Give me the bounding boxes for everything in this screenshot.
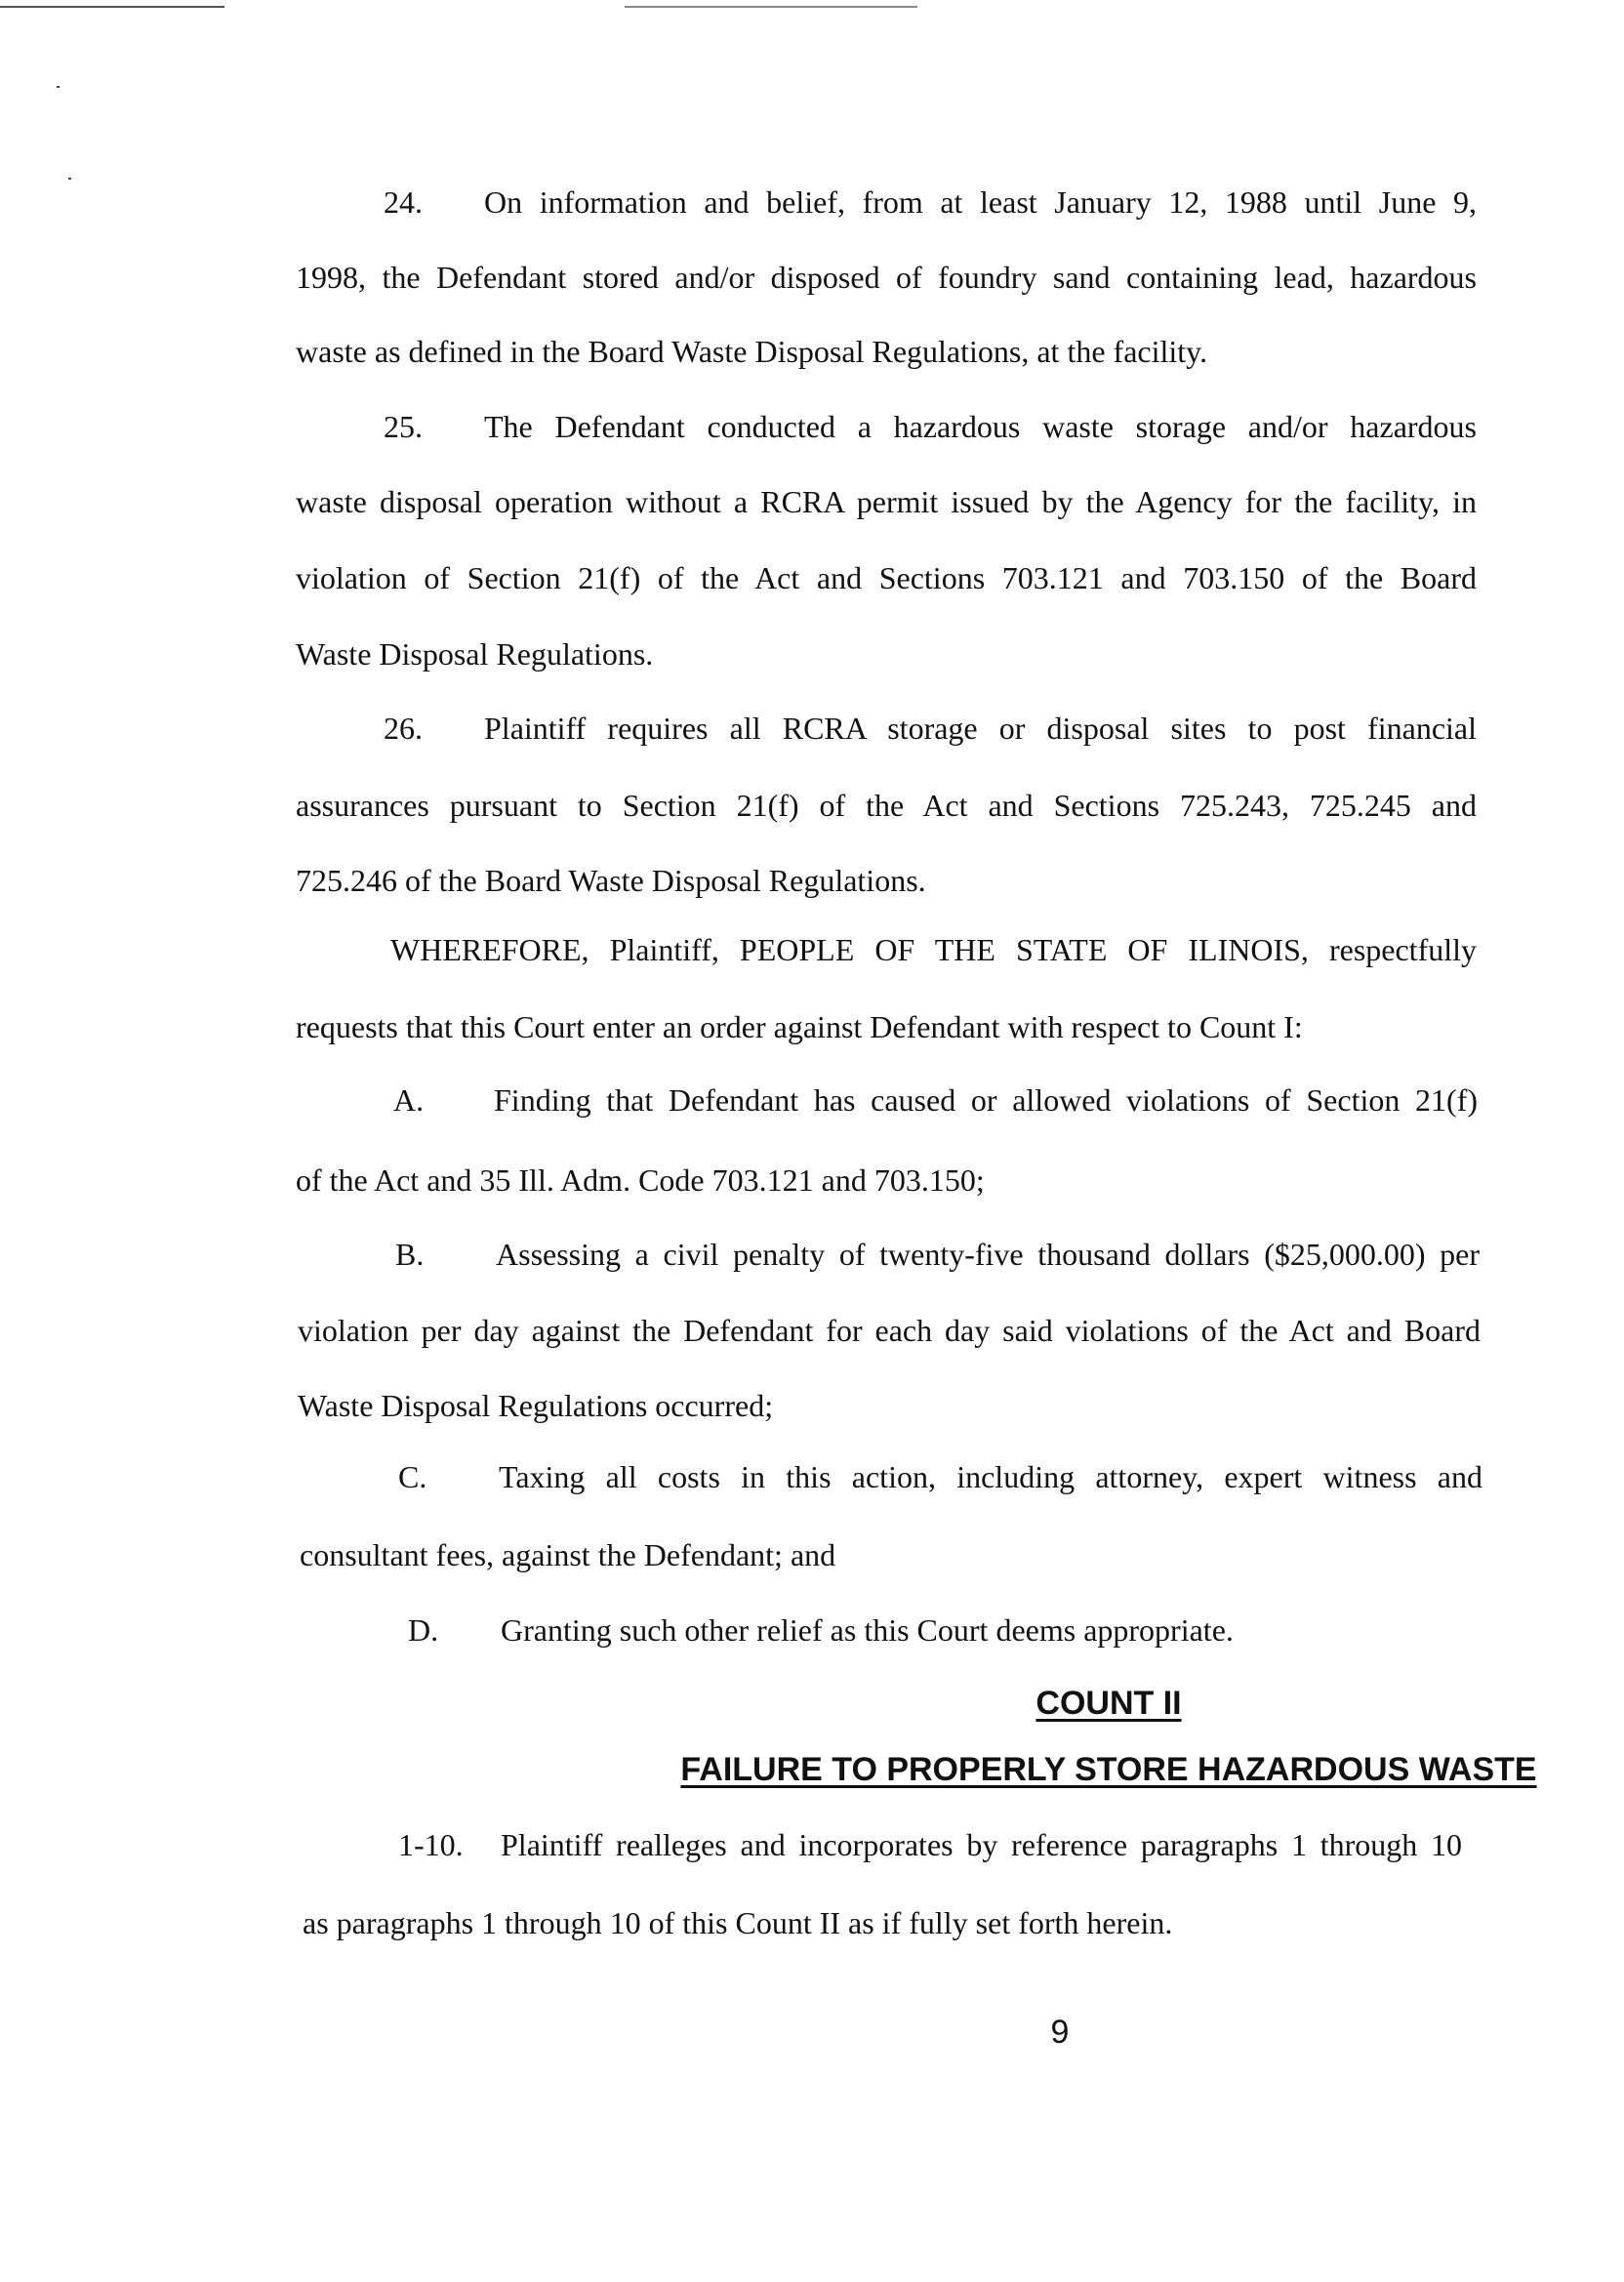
paragraph-number: 24. (384, 184, 423, 220)
wherefore-line: requests that this Court enter an order against Defendant with respect to Count I: (296, 1009, 1303, 1044)
relief-c-line: consultant fees, against the Defendant; and (300, 1537, 836, 1572)
paragraph-26-line: Plaintiff requires all RCRA storage or disposal sites to post financial (484, 711, 1477, 746)
paragraph-24-line: 1998, the Defendant stored and/or disposed of foundry sand containing lead, hazardous (296, 260, 1477, 295)
paragraph-number: D. (408, 1612, 439, 1648)
scan-artifact-line (0, 6, 224, 8)
count-heading: COUNT II (1035, 1685, 1182, 1722)
paragraph-26-line: 725.246 of the Board Waste Disposal Regulations. (296, 863, 926, 898)
paragraph-25-line: waste disposal operation without a RCRA permit issued by the Agency for the facility, in (296, 484, 1477, 519)
paragraph-number: 1-10. (398, 1827, 464, 1862)
paragraph-number: 26. (384, 711, 423, 746)
relief-c-line: Taxing all costs in this action, including attorney, expert witness and (499, 1459, 1482, 1494)
paragraph-25-line: The Defendant conducted a hazardous waste storage and/or hazardous (484, 409, 1477, 444)
scan-artifact-dot (57, 86, 60, 88)
relief-a-line: Finding that Defendant has caused or allowed violations of Section 21(f) (494, 1082, 1478, 1118)
paragraph-25-line: violation of Section 21(f) of the Act and Sections 703.121 and 703.150 of the Board (296, 560, 1477, 595)
paragraph-25-line: Waste Disposal Regulations. (296, 636, 654, 672)
scan-artifact-dot (68, 178, 71, 180)
scan-artifact-line (625, 6, 917, 8)
paragraph-26-line: assurances pursuant to Section 21(f) of the Act and Sections 725.243, 725.245 and (296, 788, 1477, 823)
paragraph-number: B. (395, 1237, 425, 1272)
page-number: 9 (1050, 2014, 1070, 2051)
paragraph-number: 25. (384, 409, 423, 444)
paragraph-24-line: On information and belief, from at least January 12, 1988 until June 9, (484, 184, 1477, 220)
relief-d-line: Granting such other relief as this Court deems appropriate. (501, 1612, 1234, 1648)
relief-b-line: Waste Disposal Regulations occurred; (298, 1388, 774, 1423)
paragraph-number: C. (398, 1459, 427, 1494)
wherefore-line: WHEREFORE, Plaintiff, PEOPLE OF THE STATE OF ILINOIS, respectfully (390, 932, 1477, 967)
paragraph-number: A. (393, 1082, 425, 1118)
relief-a-line: of the Act and 35 Ill. Adm. Code 703.121 and 703.150; (296, 1162, 985, 1198)
paragraph-1-10-line: Plaintiff realleges and incorporates by reference paragraphs 1 through 10 (501, 1827, 1462, 1862)
count-title: FAILURE TO PROPERLY STORE HAZARDOUS WASTE (680, 1751, 1537, 1788)
relief-b-line: Assessing a civil penalty of twenty-five thousand dollars ($25,000.00) per (496, 1237, 1480, 1272)
paragraph-1-10-line: as paragraphs 1 through 10 of this Count II as if fully set forth herein. (303, 1905, 1173, 1940)
paragraph-24-line: waste as defined in the Board Waste Disposal Regulations, at the facility. (296, 334, 1208, 369)
relief-b-line: violation per day against the Defendant for each day said violations of the Act and Board (298, 1313, 1481, 1348)
